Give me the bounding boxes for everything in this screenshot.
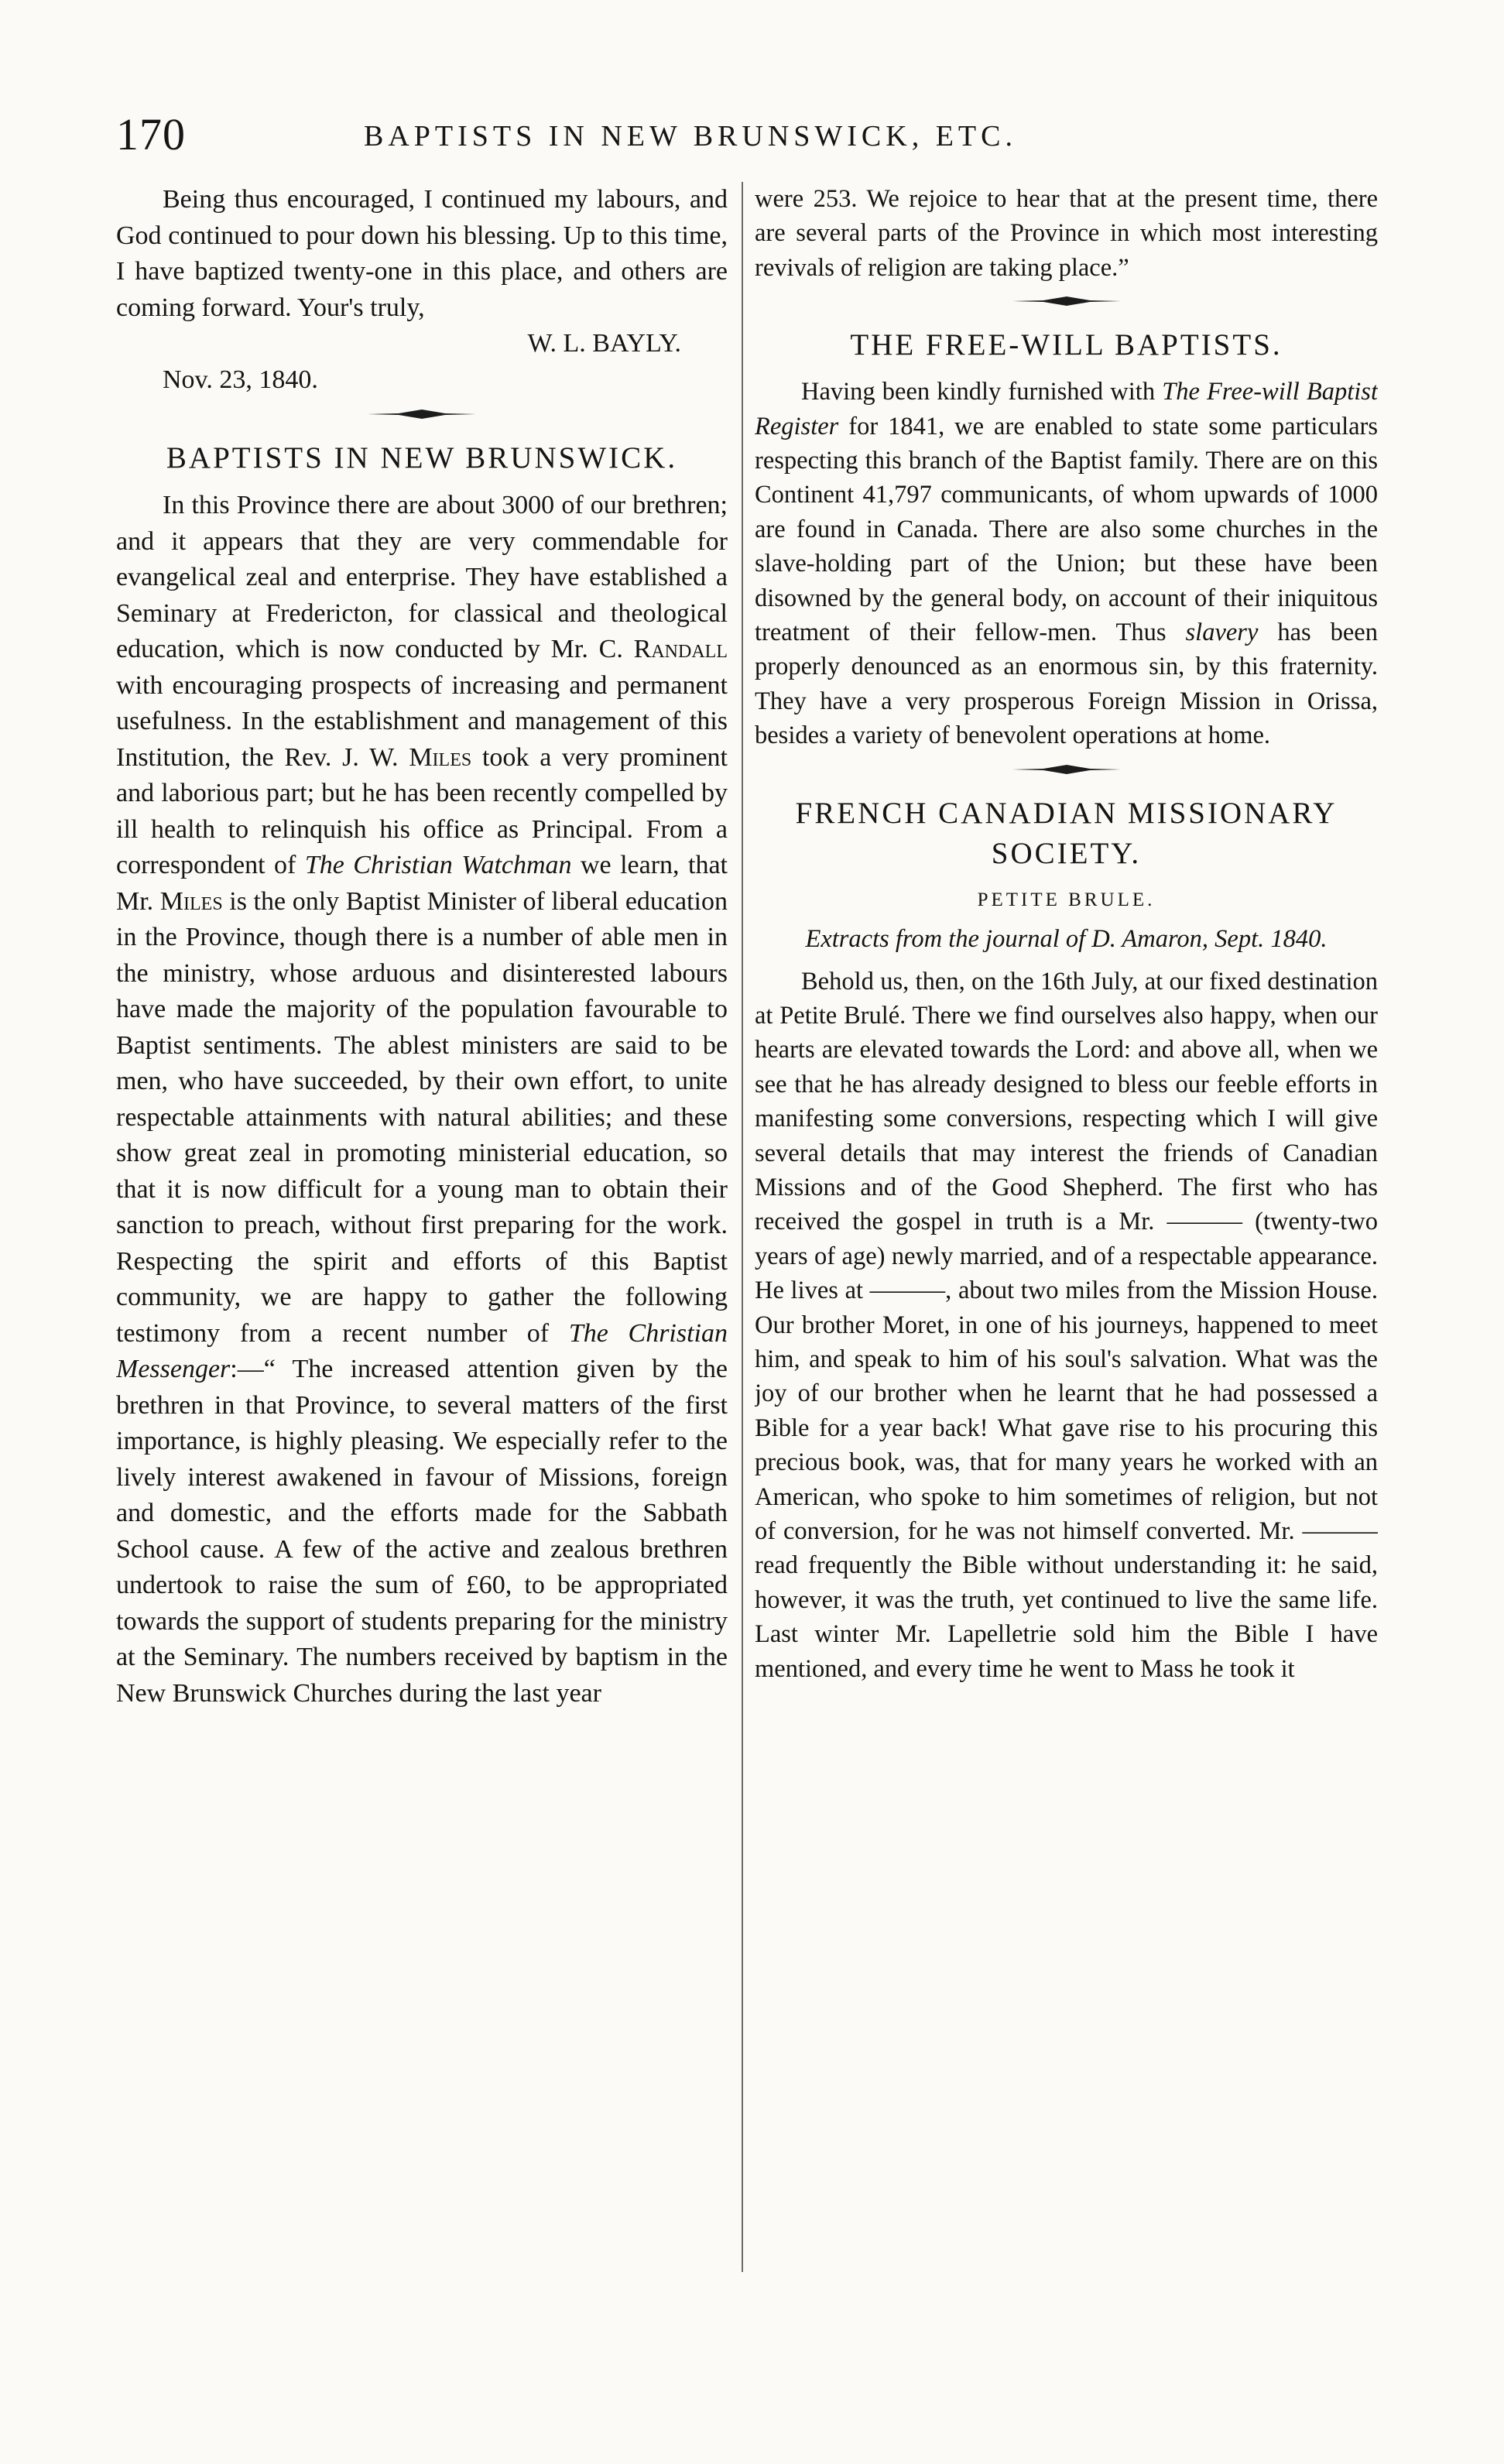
page-header bbox=[116, 108, 1122, 178]
body-text: Having been kindly furnished with bbox=[801, 378, 1163, 406]
journal-subtitle: Extracts from the journal of D. Amaron, Sept. 1840. bbox=[805, 925, 1328, 954]
section-title-free-will-baptists: THE FREE-WILL BAPTISTS. bbox=[850, 328, 1283, 362]
section-body-free-will-baptists bbox=[755, 375, 1378, 752]
letter-signature: W. L. BAYLY. bbox=[527, 329, 681, 358]
publication-title: The Christian Watchman bbox=[304, 851, 572, 879]
publication-title: The Free-will Baptist Register bbox=[755, 378, 1378, 440]
person-name-miles: Miles bbox=[409, 742, 472, 772]
publication-title: The Christian Messenger bbox=[116, 1318, 728, 1383]
running-head: BAPTISTS IN NEW BRUNSWICK, ETC. bbox=[364, 120, 1017, 153]
right-column bbox=[755, 182, 1378, 2295]
body-text: with encouraging prospects of increasing and permanent usefulness. In the establishment and management of this Institution, the Rev. J. W. bbox=[116, 670, 728, 772]
body-text: for 1841, we are enabled to state some particulars respecting this branch of the Baptist family. There are on this Continent 41,797 communicants, of whom upwards of 1000 are found in Canada. There are also some churches in the slave-holding part of the Union; but these have been disowned by the general body, on account of their iniquitous treatment of their fellow-men. Thus bbox=[755, 412, 1378, 647]
person-name-miles: Miles bbox=[159, 886, 223, 916]
continuation-paragraph: were 253. We rejoice to hear that at the present time, there are several parts of the Province in which most interesting revivals of religion are taking place.” bbox=[755, 185, 1378, 282]
section-divider-ornament bbox=[368, 409, 476, 420]
section-title-french-canadian-missionary-society: FRENCH CANADIAN MISSIONARY SOCIETY. bbox=[795, 796, 1338, 870]
left-column bbox=[116, 182, 728, 2295]
section-divider-ornament bbox=[1012, 296, 1121, 307]
letter-closing-paragraph: Being thus encouraged, I continued my labours, and God continued to pour down his blessing. Up to this time, I have baptized twenty-one in this place, and others are coming forward. Your's truly, bbox=[116, 185, 728, 322]
person-name-randall: Randall bbox=[633, 635, 728, 663]
body-text: took a very prominent and laborious part; but he has been recently compelled by ill health to relinquish his office as Principal. From a correspondent of bbox=[116, 742, 728, 879]
body-text: is the only Baptist Minister of liberal education in the Province, though there is a number of able men in the ministry, whose arduous and disinterested labours have made the majority of the population favourable to Baptist sentiments. The ablest ministers are said to be men, who have succeeded, by their own effort, to unite respectable attainments with natural abilities; and these show great zeal in promoting ministerial education, so that it is now difficult for a young man to obtain their sanction to preach, without first preparing for the work. Respecting the spirit and efforts of this Baptist community, we are happy to gather the following testimony from a recent number of bbox=[116, 886, 728, 1348]
body-text: :—“ The increased attention given by the brethren in that Province, to several matters of the first importance, is highly pleasing. We especially refer to the lively interest awakened in favour of Missions, foreign and domestic, and the efforts made for the Sabbath School cause. A few of the active and zealous brethren undertook to raise the sum of £60, to be appropriated towards the support of students preparing for the ministry at the Seminary. The numbers received by baptism in the New Brunswick Churches during the last year bbox=[116, 1355, 728, 1708]
section-body-french-canadian-mission: Behold us, then, on the 16th July, at our fixed destination at Petite Brulé. There we find ourselves also happy, when our hearts are elevated towards the Lord: and above all, when we see that he has already designed to bless our feeble efforts in manifesting some conversions, respecting which I will give several details that may interest the friends of Canadian Missions and of the Good Shepherd. The first who has received the gospel in truth is a Mr. ——— (twenty-two years of age) newly married, and of a respectable appearance. He lives at ———, about two miles from the Mission House. Our brother Moret, in one of his journeys, happened to meet him, and speak to him of his soul's salvation. What was the joy of our brother when he learnt that he had possessed a Bible for a year back! What gave rise to his procuring this precious book, was, that for many years he worked with an American, who spoke to him sometimes of religion, but not of conversion, for he was not himself converted. Mr. ——— read frequently the Bible without understanding it: he said, however, it was the truth, yet continued to live the same life. Last winter Mr. Lapelletrie sold him the Bible I have mentioned, and every time he went to Mass he took it bbox=[755, 967, 1378, 1683]
letter-date: Nov. 23, 1840. bbox=[163, 365, 318, 394]
section-divider-ornament bbox=[1012, 764, 1121, 775]
location-heading: PETITE BRULE. bbox=[977, 889, 1156, 910]
section-body-baptists-new-brunswick bbox=[116, 488, 728, 1712]
body-text: has been properly denounced as an enormous sin, by this fraternity. They have a very prosperous Foreign Mission in Orissa, besides a variety of benevolent operations at home. bbox=[755, 619, 1378, 750]
column-divider bbox=[742, 182, 743, 2272]
section-title-baptists-new-brunswick: BAPTISTS IN NEW BRUNSWICK. bbox=[166, 441, 678, 475]
page-number: 170 bbox=[116, 109, 186, 159]
body-text: In this Province there are about 3000 of our brethren; and it appears that they are very commendable for evangelical zeal and enterprise. They have established a Seminary at Fredericton, for classical and theological education, which is now conducted by Mr. C. bbox=[116, 491, 728, 663]
body-text: we learn, that Mr. bbox=[116, 851, 728, 916]
emphasis-text: slavery bbox=[1185, 619, 1259, 647]
